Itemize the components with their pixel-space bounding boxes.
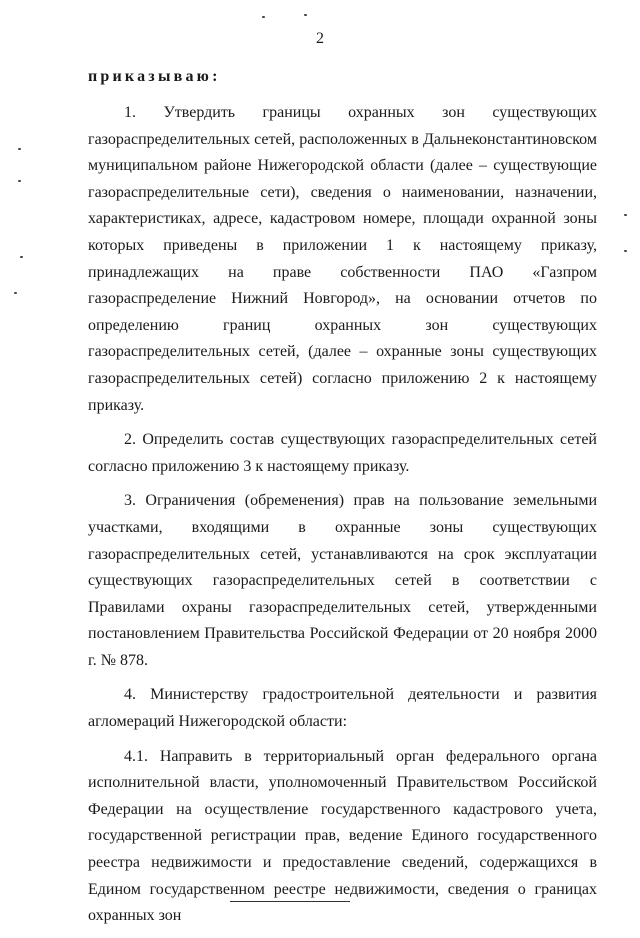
page-number: 2 xyxy=(316,30,324,47)
scan-speck xyxy=(304,14,307,16)
paragraph-3: 3. Ограничения (обременения) прав на пользование земельными участками, входящими в охранные зоны существующих газораспределительных сетей, устанавливаются на срок эксплуатации существующих газораспределительных сетей в соответствии с Правилами охраны газораспределительных сетей, утвержденными постановлением Правительства Российской Федерации от 20 ноября 2000 г. № 878. xyxy=(88,492,597,669)
scan-speck xyxy=(18,148,21,150)
scan-speck xyxy=(14,292,17,294)
scan-speck xyxy=(624,250,627,252)
paragraph-2: 2. Определить состав существующих газораспределительных сетей согласно приложению 3 к настоящему приказу. xyxy=(88,431,597,475)
scan-speck xyxy=(20,256,23,258)
paragraph-1: 1. Утвердить границы охранных зон существующих газораспределительных сетей, расположенных в Дальнеконстантиновском муниципальном районе Нижегородской области (далее – существующие газораспределительные сети), сведения о наименовании, назначении, характеристиках, адресе, кадастровом номере, площади охранной зоны которых приведены в приложении 1 к настоящему приказу, принадлежащих на праве собственности ПАО «Газпром газораспределение Нижний Новгород», на основании отчетов по определению границ охранных зон существующих газораспределительных сетей, (далее – охранные зоны существующих газораспределительных сетей) согласно приложению 2 к настоящему приказу. xyxy=(88,104,597,414)
footer-rule xyxy=(230,901,350,902)
scan-speck xyxy=(624,214,627,216)
paragraph-4-1: 4.1. Направить в территориальный орган федерального органа исполнительной власти, уполномоченный Правительством Российской Федерации на осуществление государственного кадастрового учета, государственной регистрации прав, ведение Единого государственного реестра недвижимости и предоставление сведений, содержащихся в Едином государственном реестре недвижимости, сведения о границах охранных зон xyxy=(88,747,597,925)
scan-speck xyxy=(18,180,21,182)
scan-speck xyxy=(262,16,265,18)
paragraph-4: 4. Министерству градостроительной деятельности и развития агломераций Нижегородской области: xyxy=(88,686,597,731)
document-body xyxy=(88,100,597,938)
order-heading: приказываю: xyxy=(88,68,221,85)
